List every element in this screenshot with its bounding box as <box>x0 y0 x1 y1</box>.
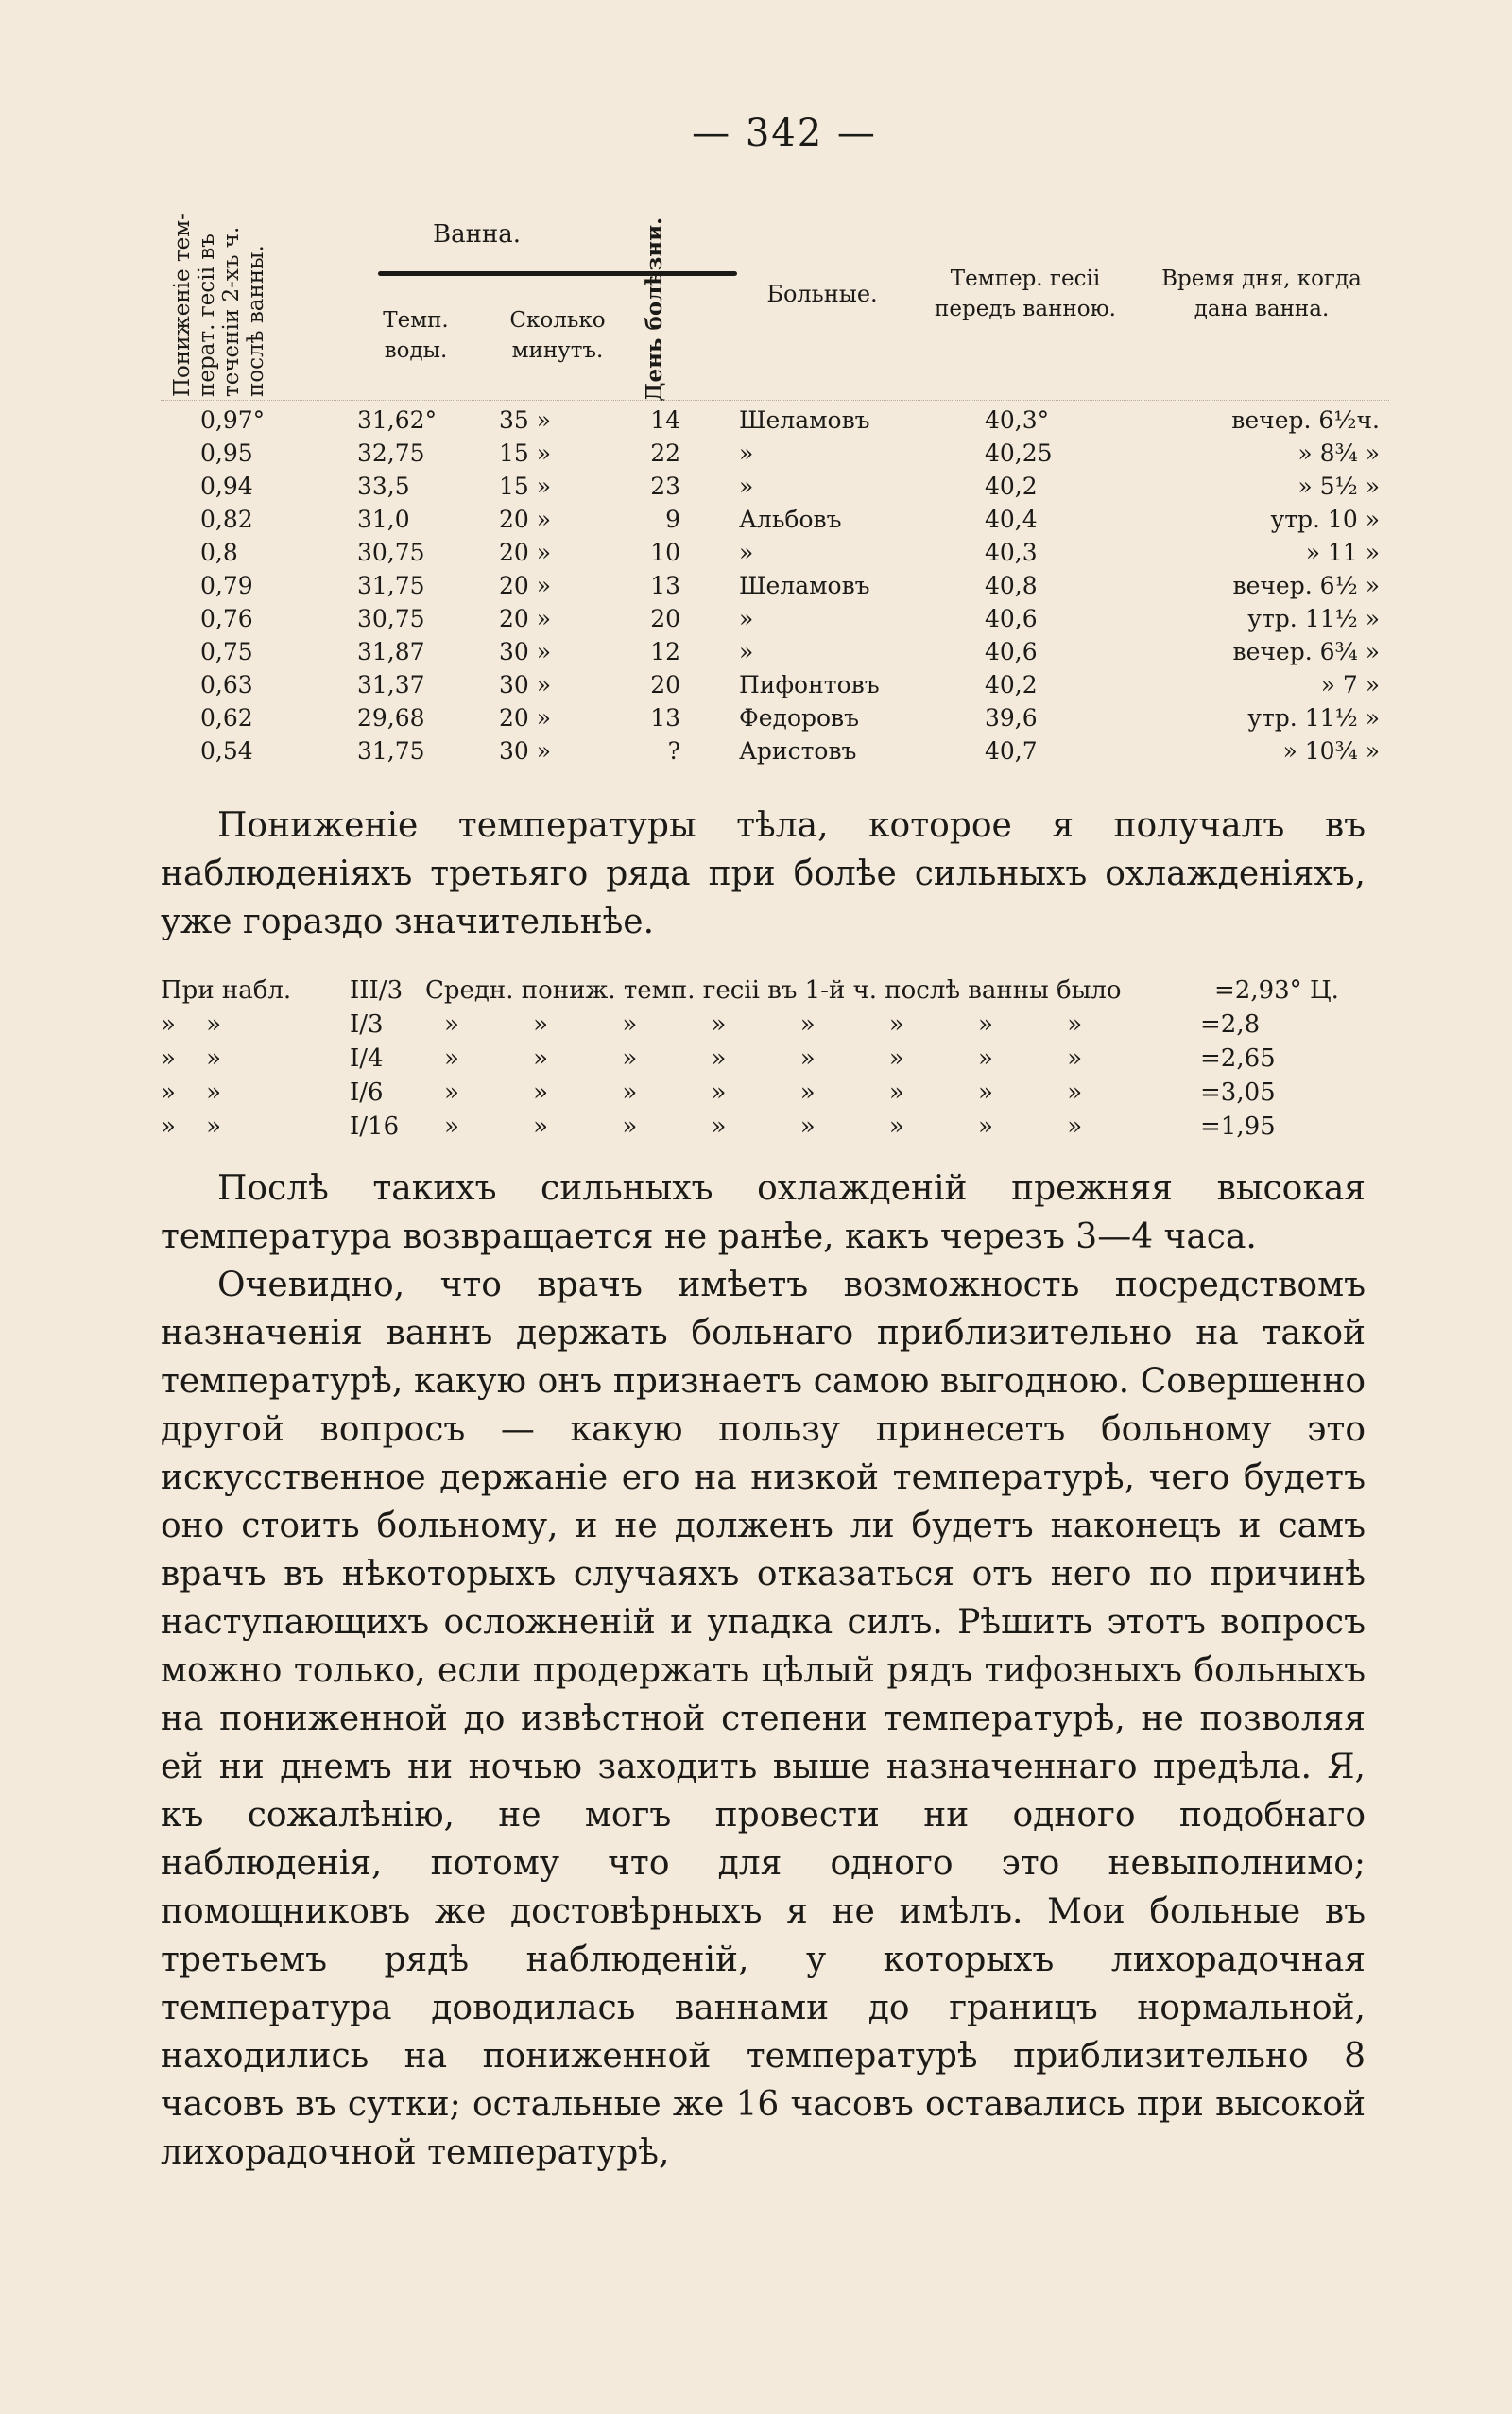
page-number: — 342 — <box>692 112 877 155</box>
summary-value: =2,8 <box>1200 1010 1261 1039</box>
cell-water-temp: 32,75 <box>357 440 425 467</box>
bath-observations-table <box>161 194 1389 770</box>
cell-minutes: 20 » <box>499 704 552 732</box>
cell-temp-drop: 0,94 <box>200 473 253 500</box>
cell-water-temp: 33,5 <box>357 473 410 500</box>
summary-series: III/3 <box>350 976 404 1005</box>
cell-time: » 5½ » <box>1297 473 1380 500</box>
cell-day: 20 <box>650 605 680 632</box>
summary-row <box>161 1042 1380 1076</box>
summary-text: » » » » » » » » <box>444 1010 1083 1039</box>
cell-patient: » <box>739 440 754 467</box>
cell-water-temp: 30,75 <box>357 605 425 632</box>
cell-pre-temp: 40,6 <box>985 638 1038 665</box>
cell-temp-drop: 0,97° <box>200 406 266 434</box>
table-row <box>161 701 1389 734</box>
summary-text: » » » » » » » » <box>444 1044 1083 1073</box>
cell-patient: Шеламовъ <box>739 406 870 434</box>
summary-series: I/3 <box>350 1010 384 1039</box>
cell-day: 20 <box>650 671 680 698</box>
cell-time: утр. 11½ » <box>1247 605 1380 632</box>
cell-pre-temp: 40,25 <box>985 440 1053 467</box>
bath-brace-rule <box>378 271 737 276</box>
paragraph-3: Очевидно, что врачъ имѣетъ возможность посредствомъ назначенія ваннъ держать больнаго приблизительно на такой температурѣ, какую онъ признаетъ самою выгодною. Совершенно другой вопросъ — какую пользу принесетъ больному это искусственное держаніе его на низкой температурѣ, чего будетъ оно стоить больному, и не долженъ ли будетъ наконецъ и самъ врачъ въ нѣкоторыхъ случаяхъ отказаться отъ него по причинѣ наступающихъ осложненій и упадка силъ. Рѣшить этотъ вопросъ можно только, если продержать цѣлый рядъ тифозныхъ больныхъ на пониженной до извѣстной степени температурѣ, не позволяя ей ни днемъ ни ночью заходить выше назначеннаго предѣла. Я, къ сожалѣнію, не могъ провести ни одного подобнаго наблюденія, потому что для одного это невыполнимо; помощниковъ же достовѣрныхъ я не имѣлъ. Мои больные въ третьемъ рядѣ наблюденій, у которыхъ лихорадочная температура доводилась ваннами до границъ нормальной, находились на пониженной температурѣ приблизительно 8 часовъ въ сутки; остальные же 16 часовъ оставались при высокой лихорадочной температурѣ, <box>161 1266 1366 2172</box>
cell-minutes: 20 » <box>499 605 552 632</box>
cell-water-temp: 30,75 <box>357 539 425 566</box>
summary-row <box>161 974 1380 1008</box>
summary-text: » » » » » » » » <box>444 1112 1083 1141</box>
header-day-of-illness: День болѣзни. <box>642 216 667 402</box>
summary-value: =2,93° Ц. <box>1214 976 1339 1005</box>
summary-row <box>161 1076 1380 1110</box>
summary-label: » » <box>161 1112 233 1141</box>
summary-text: » » » » » » » » <box>444 1078 1083 1107</box>
cell-water-temp: 31,75 <box>357 572 425 599</box>
summary-label: » » <box>161 1078 233 1107</box>
table-row <box>161 734 1389 767</box>
header-time-of-day: Время дня, когда дана ванна. <box>1161 267 1362 321</box>
cell-pre-temp: 40,2 <box>985 473 1038 500</box>
table-row <box>161 470 1389 503</box>
cell-day: 13 <box>650 704 680 732</box>
cell-water-temp: 31,37 <box>357 671 425 698</box>
header-water-temp: Темп. воды. <box>383 308 449 363</box>
summary-series: I/6 <box>350 1078 384 1107</box>
cell-temp-drop: 0,8 <box>200 539 238 566</box>
summary-label: » » <box>161 1044 233 1073</box>
cell-temp-drop: 0,79 <box>200 572 253 599</box>
cell-day: 14 <box>650 406 680 434</box>
cell-temp-drop: 0,82 <box>200 506 253 533</box>
cell-minutes: 15 » <box>499 473 552 500</box>
header-minutes: Сколько минутъ. <box>509 308 606 363</box>
cell-time: утр. 10 » <box>1270 506 1380 533</box>
header-temperature-drop: Пониженіе тем- перат. гесіі въ теченіи 2-хъ ч. послѣ ванны. <box>170 213 268 397</box>
cell-time: вечер. 6½ч. <box>1231 406 1380 434</box>
header-bath: Ванна. <box>433 220 522 249</box>
summary-value: =2,65 <box>1200 1044 1276 1073</box>
table-row <box>161 602 1389 635</box>
cell-temp-drop: 0,54 <box>200 737 253 765</box>
cell-day: ? <box>667 737 680 765</box>
cell-patient: Шеламовъ <box>739 572 870 599</box>
cell-time: » 8¾ » <box>1297 440 1380 467</box>
cell-minutes: 35 » <box>499 406 552 434</box>
table-row <box>161 569 1389 602</box>
summary-text: Средн. пониж. темп. гесіі въ 1-й ч. послѣ ванны было <box>425 976 1122 1005</box>
cell-pre-temp: 40,8 <box>985 572 1038 599</box>
cell-minutes: 20 » <box>499 572 552 599</box>
cell-time: утр. 11½ » <box>1247 704 1380 732</box>
cell-pre-temp: 39,6 <box>985 704 1038 732</box>
paragraph-2: Послѣ такихъ сильныхъ охлажденій прежняя высокая температура возвращается не ранѣе, какъ черезъ 3—4 часа. <box>161 1169 1366 1256</box>
cell-water-temp: 31,75 <box>357 737 425 765</box>
cell-pre-temp: 40,3 <box>985 539 1038 566</box>
cell-minutes: 15 » <box>499 440 552 467</box>
cell-temp-drop: 0,95 <box>200 440 253 467</box>
table-row <box>161 635 1389 668</box>
cell-time: вечер. 6¾ » <box>1232 638 1380 665</box>
cell-pre-temp: 40,6 <box>985 605 1038 632</box>
cell-water-temp: 31,87 <box>357 638 425 665</box>
cell-patient: » <box>739 638 754 665</box>
summary-row <box>161 1110 1380 1144</box>
table-body <box>161 404 1389 767</box>
cell-day: 9 <box>665 506 680 533</box>
cell-time: » 7 » <box>1320 671 1380 698</box>
cell-temp-drop: 0,63 <box>200 671 253 698</box>
cell-pre-temp: 40,7 <box>985 737 1038 765</box>
cell-time: вечер. 6½ » <box>1232 572 1380 599</box>
cell-day: 10 <box>650 539 680 566</box>
header-patients: Больные. <box>766 281 878 307</box>
cell-water-temp: 31,0 <box>357 506 410 533</box>
cell-patient: » <box>739 473 754 500</box>
summary-series: I/4 <box>350 1044 384 1073</box>
cell-minutes: 30 » <box>499 638 552 665</box>
cell-day: 12 <box>650 638 680 665</box>
cell-temp-drop: 0,62 <box>200 704 253 732</box>
cell-patient: Федоровъ <box>739 704 860 732</box>
table-row <box>161 404 1389 437</box>
cell-minutes: 30 » <box>499 671 552 698</box>
header-pre-bath-temp: Темпер. гесіі передъ ванною. <box>935 267 1116 321</box>
paragraph-1: Пониженіе температуры тѣла, которое я получалъ въ наблюденіяхъ третьяго ряда при болѣе сильныхъ охлажденіяхъ, уже гораздо значительнѣе. <box>161 806 1366 941</box>
cell-pre-temp: 40,4 <box>985 506 1038 533</box>
summary-label: При набл. <box>161 976 292 1005</box>
cell-pre-temp: 40,3° <box>985 406 1050 434</box>
cell-patient: » <box>739 605 754 632</box>
cell-patient: Аристовъ <box>739 737 857 765</box>
summary-label: » » <box>161 1010 233 1039</box>
table-row <box>161 437 1389 470</box>
cell-time: » 11 » <box>1305 539 1380 566</box>
cell-pre-temp: 40,2 <box>985 671 1038 698</box>
cell-temp-drop: 0,75 <box>200 638 253 665</box>
header-divider <box>161 400 1389 401</box>
cell-minutes: 20 » <box>499 539 552 566</box>
cell-patient: » <box>739 539 754 566</box>
cell-day: 13 <box>650 572 680 599</box>
cell-water-temp: 31,62° <box>357 406 438 434</box>
table-row <box>161 536 1389 569</box>
summary-value: =1,95 <box>1200 1112 1276 1141</box>
cell-patient: Альбовъ <box>739 506 842 533</box>
cell-day: 22 <box>650 440 680 467</box>
cell-temp-drop: 0,76 <box>200 605 253 632</box>
table-row <box>161 503 1389 536</box>
summary-value: =3,05 <box>1200 1078 1276 1107</box>
summary-table <box>161 974 1380 1144</box>
cell-water-temp: 29,68 <box>357 704 425 732</box>
cell-patient: Пифонтовъ <box>739 671 880 698</box>
table-row <box>161 668 1389 701</box>
summary-series: I/16 <box>350 1112 400 1141</box>
cell-minutes: 30 » <box>499 737 552 765</box>
cell-day: 23 <box>650 473 680 500</box>
cell-time: » 10¾ » <box>1282 737 1380 765</box>
summary-row <box>161 1008 1380 1042</box>
cell-minutes: 20 » <box>499 506 552 533</box>
